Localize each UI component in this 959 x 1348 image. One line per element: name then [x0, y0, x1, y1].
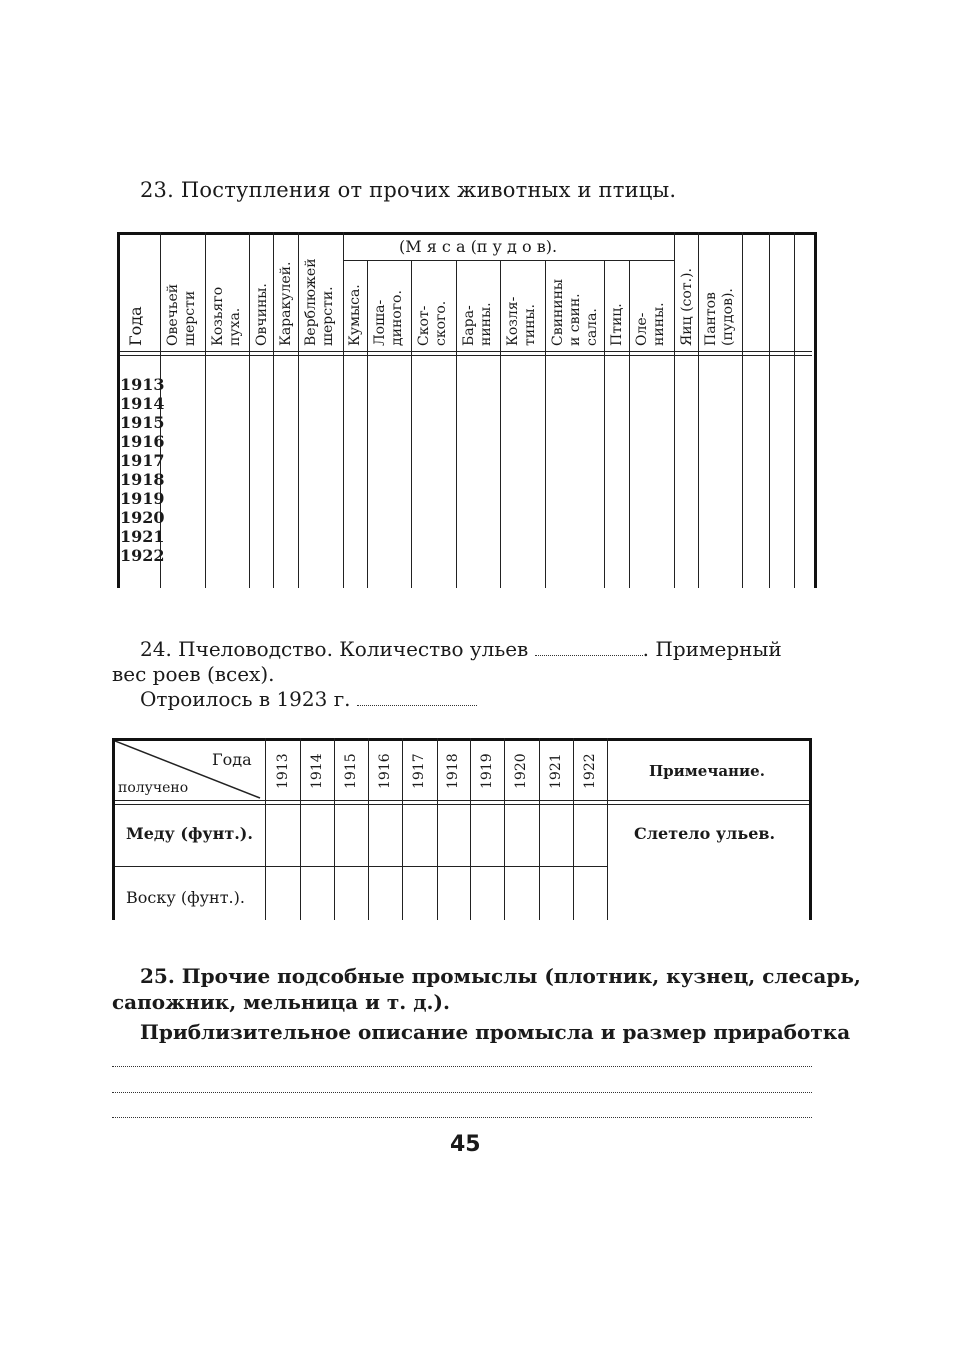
section-25-line3: Приблизительное описание промысла и размер приработка: [140, 1020, 851, 1044]
table-23-header-rule: [117, 351, 812, 352]
list-item: 1913: [120, 375, 165, 394]
year-col-1914: 1914: [309, 753, 325, 789]
col-header-karakul: Каракулей.: [278, 261, 294, 346]
col-header-goat-down: Козьяго пуха.: [210, 286, 243, 346]
corner-bottom-label: получено: [118, 780, 189, 796]
meat-group-header: (М я с а (п у д о в).: [399, 237, 558, 256]
col-header-camel-wool: Верблюжей шерсти.: [303, 258, 336, 346]
list-item: 1918: [120, 470, 165, 489]
section-24-line1: 24. Пчеловодство. Количество ульев . Примерный: [140, 637, 782, 661]
col-header-cattle-meat: Скот- ского.: [416, 300, 449, 346]
answer-line-3[interactable]: [112, 1117, 812, 1118]
row-label-honey: Меду (фунт.).: [126, 824, 253, 843]
year-col-1918: 1918: [445, 753, 461, 789]
table-23: [117, 232, 817, 588]
hives-count-field[interactable]: [535, 641, 643, 656]
page-number: 45: [450, 1132, 481, 1157]
col-header-venison: Оле- нины.: [634, 302, 667, 346]
year-list: [120, 375, 165, 565]
year-col-1913: 1913: [275, 753, 291, 789]
year-col-1917: 1917: [411, 753, 427, 789]
answer-line-1[interactable]: [112, 1066, 812, 1067]
list-item: 1920: [120, 508, 165, 527]
section-25-line1: 25. Прочие подсобные промыслы (плотник, кузнец, слесарь,: [140, 964, 861, 988]
col-header-mutton: Бара- нины.: [461, 302, 494, 346]
col-header-sheep-wool: Овечьей шерсти: [165, 283, 198, 346]
section-24-line2: вес роев (всех).: [112, 662, 275, 686]
year-col-1920: 1920: [513, 753, 529, 789]
col-header-eggs: Яиц (сот.).: [679, 268, 695, 346]
list-item: 1916: [120, 432, 165, 451]
list-item: 1915: [120, 413, 165, 432]
note-header: Примечание.: [649, 762, 765, 780]
year-col-1915: 1915: [343, 753, 359, 789]
section-25-line2: сапожник, мельница и т. д.).: [112, 990, 450, 1014]
list-item: 1919: [120, 489, 165, 508]
list-item: 1922: [120, 546, 165, 565]
col-header-goat-meat: Козля- тины.: [505, 296, 538, 346]
year-col-1921: 1921: [548, 753, 564, 789]
table-23-top-rule: [117, 232, 817, 235]
col-header-kumys: Кумыса.: [347, 284, 363, 346]
row-note-honey: Слетело ульев.: [634, 824, 776, 843]
year-col-1919: 1919: [479, 753, 495, 789]
col-header-poultry: Птиц.: [609, 303, 625, 346]
answer-line-2[interactable]: [112, 1092, 812, 1093]
section-24-line3: Отроилось в 1923 г.: [140, 687, 477, 711]
section-23-title: 23. Поступления от прочих животных и птицы.: [140, 178, 677, 202]
list-item: 1917: [120, 451, 165, 470]
col-header-sheepskin: Овчины.: [254, 283, 270, 346]
col-header-pork: Свинины и свин. сала.: [550, 278, 600, 346]
year-col-1922: 1922: [582, 753, 598, 789]
year-col-1916: 1916: [377, 753, 393, 789]
col-header-antlers: Пантов (пудов).: [703, 288, 736, 346]
row-label-wax: Воску (фунт.).: [126, 888, 245, 907]
swarms-field[interactable]: [357, 691, 477, 706]
list-item: 1921: [120, 527, 165, 546]
list-item: 1914: [120, 394, 165, 413]
col-header-years: Года: [126, 306, 145, 346]
col-header-horse-meat: Лоша- диного.: [372, 290, 405, 346]
table-24: [112, 738, 812, 920]
corner-top-label: Года: [212, 750, 252, 769]
